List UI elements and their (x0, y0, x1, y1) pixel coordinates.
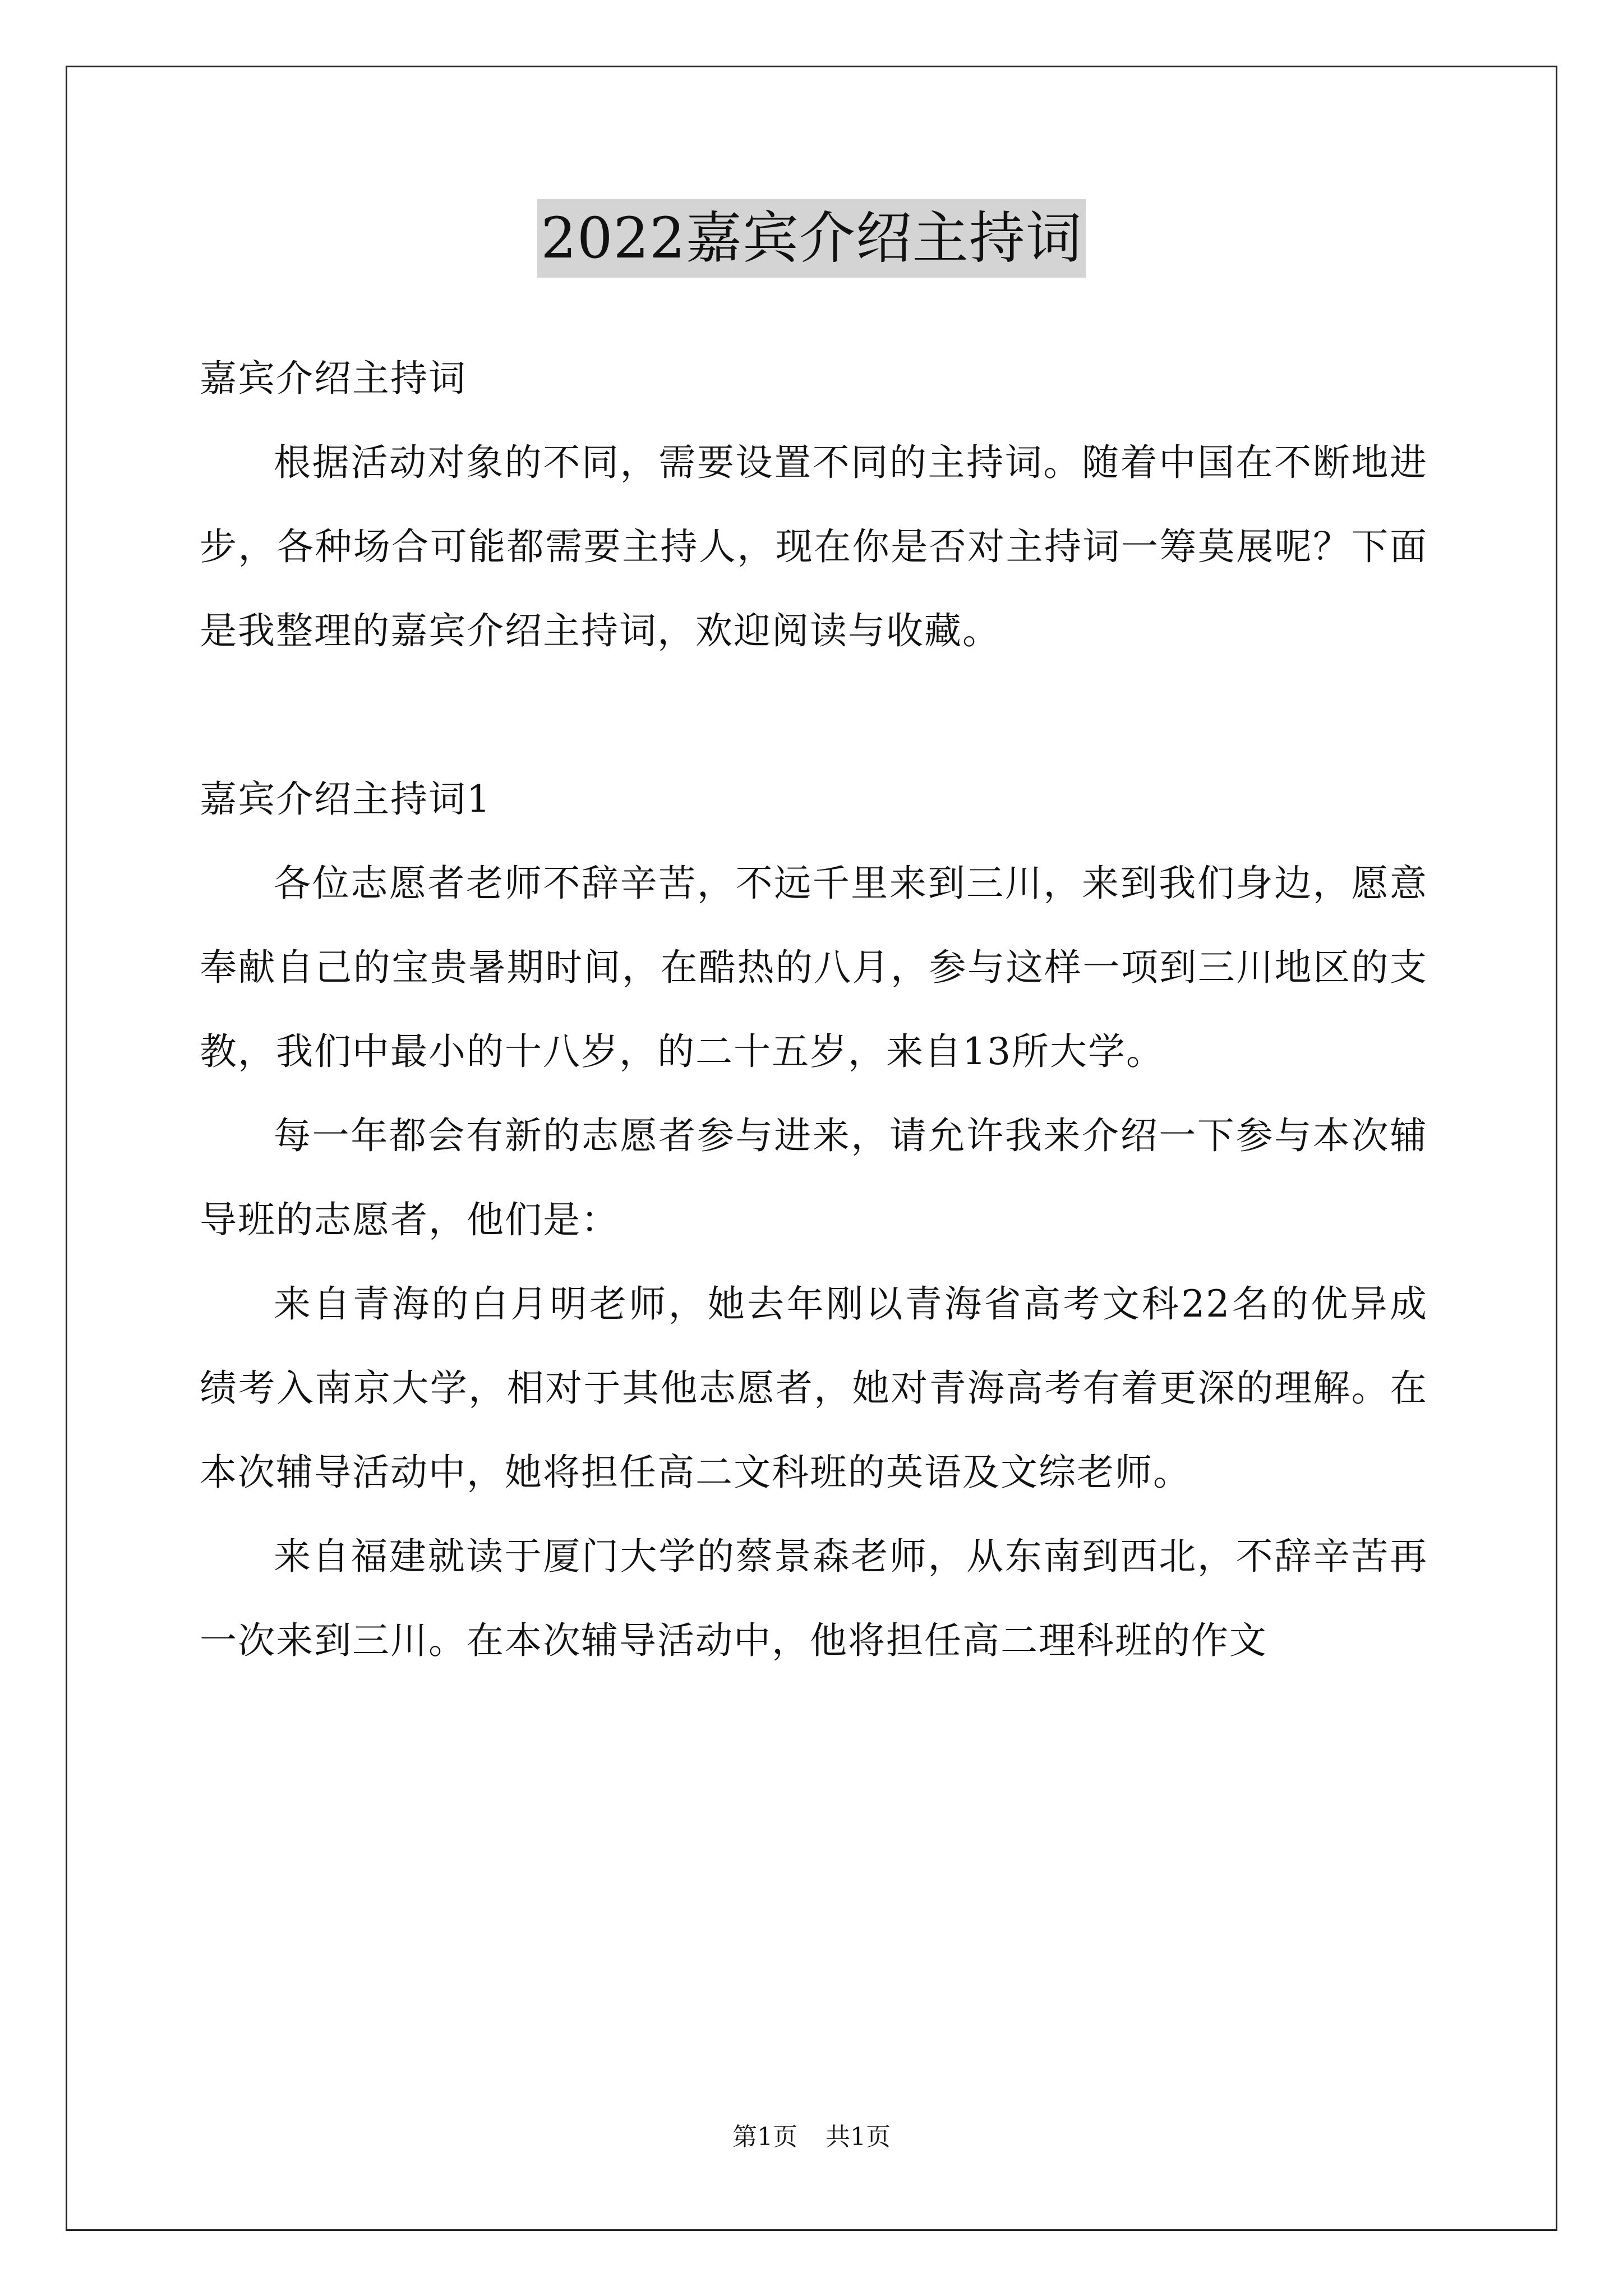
document-body (200, 337, 1428, 1683)
paragraph-gap (200, 673, 1428, 757)
document-title: 2022嘉宾介绍主持词 (537, 199, 1086, 278)
page-total: 共1页 (826, 2123, 891, 2151)
body-paragraph: 每一年都会有新的志愿者参与进来，请允许我来介绍一下参与本次辅导班的志愿者，他们是： (200, 1114, 1428, 1241)
intro-paragraph: 根据活动对象的不同，需要设置不同的主持词。随着中国在不断地进步，各种场合可能都需要主持人，现在你是否对主持词一筹莫展呢？下面是我整理的嘉宾介绍主持词，欢迎阅读与收藏。 (200, 441, 1428, 652)
body-paragraph: 各位志愿者老师不辞辛苦，不远千里来到三川，来到我们身边，愿意奉献自己的宝贵暑期时间，在酷热的八月，参与这样一项到三川地区的支教，我们中最小的十八岁，的二十五岁，来自13所大学。 (200, 862, 1428, 1073)
page-footer (0, 2120, 1623, 2154)
section-heading-1: 嘉宾介绍主持词1 (200, 777, 491, 821)
title-wrap (0, 199, 1623, 278)
body-paragraph: 来自青海的白月明老师，她去年刚以青海省高考文科22名的优异成绩考入南京大学，相对于其他志愿者，她对青海高考有着更深的理解。在本次辅导活动中，她将担任高二文科班的英语及文综老师。 (200, 1282, 1428, 1494)
section-heading: 嘉宾介绍主持词 (200, 357, 467, 400)
body-paragraph: 来自福建就读于厦门大学的蔡景森老师，从东南到西北，不辞辛苦再一次来到三川。在本次辅导活动中，他将担任高二理科班的作文 (200, 1535, 1428, 1662)
page-number: 第1页 (732, 2123, 797, 2151)
